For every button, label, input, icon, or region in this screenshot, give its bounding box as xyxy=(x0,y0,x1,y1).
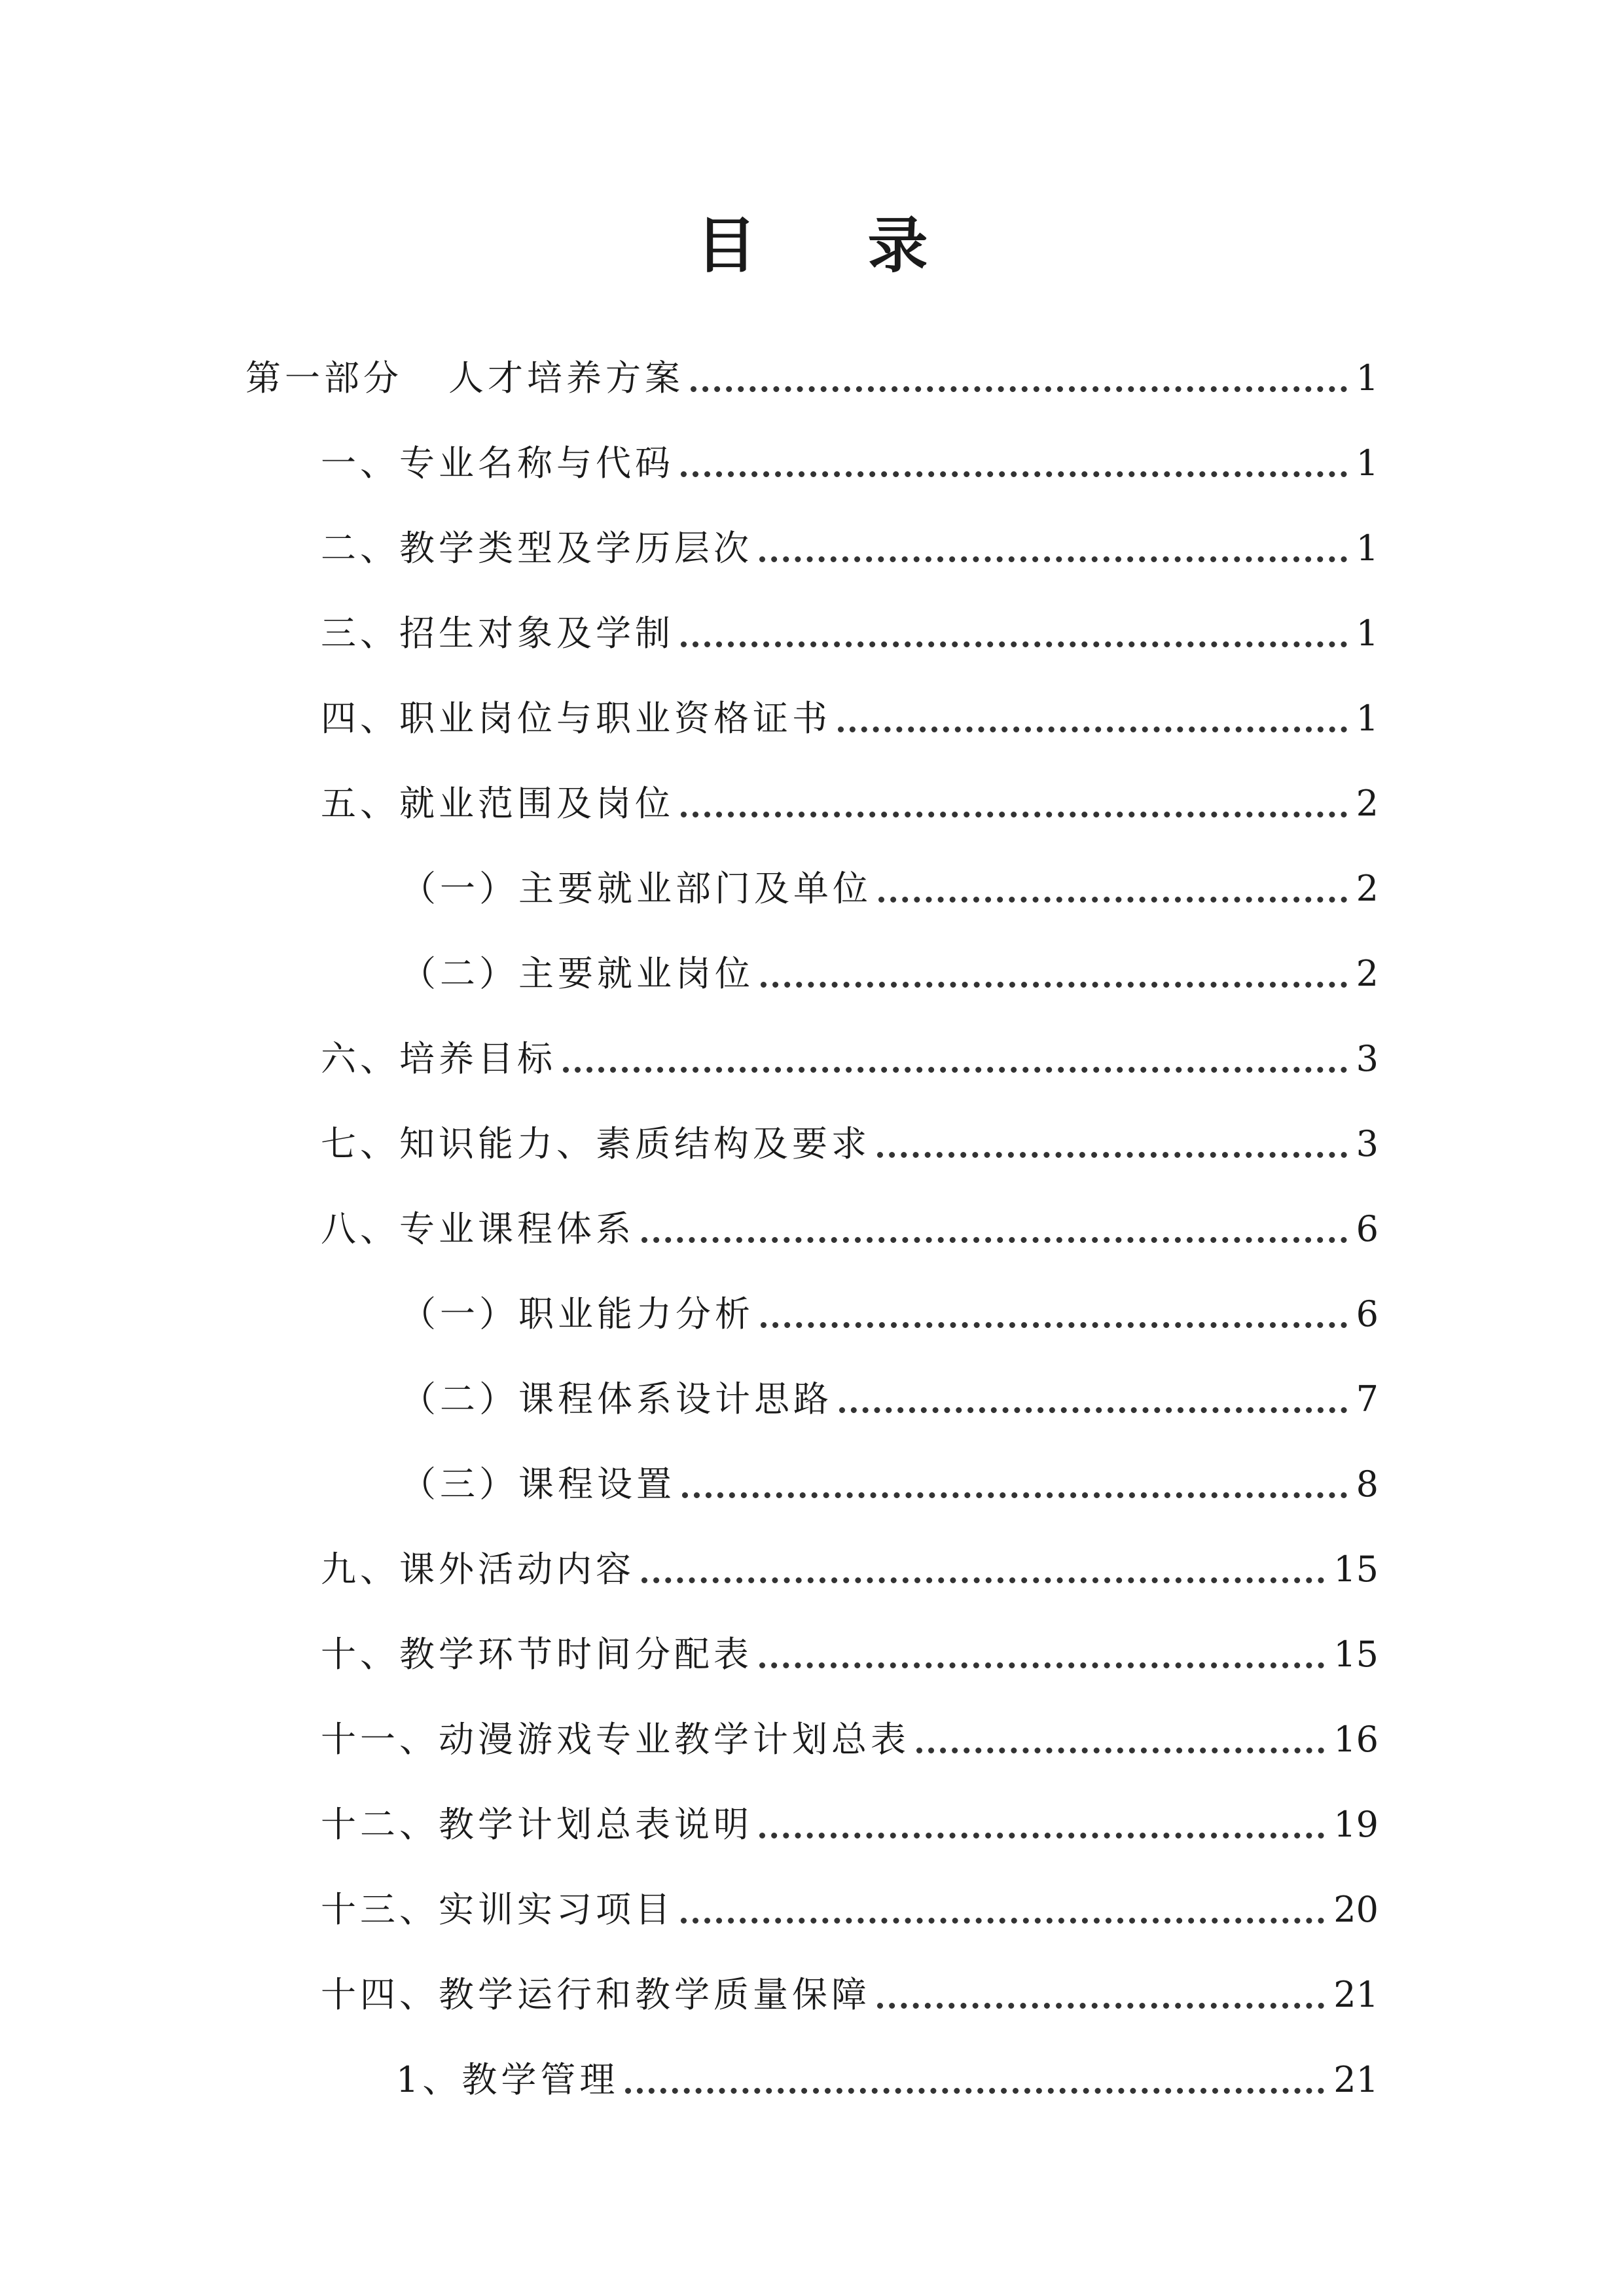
dot-leader xyxy=(681,641,1347,647)
toc-entry-label: 十二、教学计划总表说明 xyxy=(321,1804,753,1845)
toc-page-number: 21 xyxy=(1333,1974,1379,2015)
dot-leader xyxy=(641,1237,1347,1243)
dot-leader xyxy=(839,1407,1347,1413)
toc-page-number: 8 xyxy=(1356,1463,1379,1505)
toc-entry-label: （一）主要就业部门及单位 xyxy=(401,868,872,909)
toc-entry-label: 三、招生对象及学制 xyxy=(321,613,674,654)
toc-page-number: 1 xyxy=(1356,442,1379,484)
toc-entry[interactable] xyxy=(401,1450,1379,1505)
toc-page-number: 20 xyxy=(1333,1889,1379,1930)
toc-page-number: 1 xyxy=(1356,698,1379,739)
toc-entry-label: 十、教学环节时间分配表 xyxy=(321,1634,753,1675)
toc-entry[interactable] xyxy=(321,1620,1379,1675)
toc-page-number: 7 xyxy=(1356,1378,1379,1420)
toc-entry[interactable] xyxy=(321,514,1379,569)
toc-page-number: 6 xyxy=(1356,1208,1379,1249)
toc-page-number: 2 xyxy=(1356,953,1379,994)
dot-leader xyxy=(625,2088,1324,2094)
dot-leader xyxy=(681,1918,1324,1924)
dot-leader xyxy=(691,386,1347,392)
dot-leader xyxy=(761,1322,1347,1328)
toc-page-number: 21 xyxy=(1333,2059,1379,2100)
toc-entry[interactable] xyxy=(321,1790,1379,1845)
toc-page-number: 1 xyxy=(1356,357,1379,399)
toc-page-number: 19 xyxy=(1333,1804,1379,1845)
toc-page-number: 15 xyxy=(1333,1634,1379,1675)
toc-page-number: 2 xyxy=(1356,868,1379,909)
toc-entry-label: 1、教学管理 xyxy=(396,2059,619,2100)
toc-entry[interactable] xyxy=(321,599,1379,654)
toc-entry-label: 十一、动漫游戏专业教学计划总表 xyxy=(321,1719,910,1760)
dot-leader xyxy=(877,1152,1347,1158)
dot-leader xyxy=(877,2003,1324,2009)
dot-leader xyxy=(761,982,1347,988)
toc-entry[interactable] xyxy=(321,684,1379,739)
toc-page-number: 1 xyxy=(1356,528,1379,569)
toc-entry-label: （一）职业能力分析 xyxy=(401,1293,754,1335)
dot-leader xyxy=(916,1748,1324,1753)
dot-leader xyxy=(878,897,1347,903)
dot-leader xyxy=(681,812,1347,817)
toc-entry-label: 二、教学类型及学历层次 xyxy=(321,528,753,569)
toc-entry[interactable] xyxy=(321,429,1379,484)
toc-entry-label: 人才培养方案 xyxy=(448,357,684,399)
dot-leader xyxy=(759,1662,1324,1668)
toc-entry-label: 七、知识能力、素质结构及要求 xyxy=(321,1123,871,1164)
toc-entry[interactable] xyxy=(321,769,1379,824)
toc-entry[interactable] xyxy=(401,939,1379,992)
toc-entry[interactable] xyxy=(321,1875,1379,1928)
toc-page-number: 15 xyxy=(1333,1549,1379,1590)
dot-leader xyxy=(838,726,1347,732)
toc-page-number: 16 xyxy=(1333,1719,1379,1760)
dot-leader xyxy=(682,1492,1347,1498)
page-title: 目录 xyxy=(696,211,1039,281)
toc-entry[interactable] xyxy=(401,1280,1379,1335)
dot-leader xyxy=(563,1067,1347,1073)
toc-entry[interactable] xyxy=(321,1194,1379,1247)
toc-entry-label: 十四、教学运行和教学质量保障 xyxy=(321,1974,871,2015)
toc-page-number: 3 xyxy=(1356,1123,1379,1164)
toc-entry[interactable] xyxy=(321,1024,1379,1077)
toc-entry[interactable] xyxy=(396,2045,1379,2098)
toc-entry-label: 八、专业课程体系 xyxy=(321,1208,635,1249)
dot-leader xyxy=(759,556,1347,562)
toc-entry[interactable] xyxy=(321,1705,1379,1760)
toc-page-number: 1 xyxy=(1356,613,1379,654)
toc-entry-label: 四、职业岗位与职业资格证书 xyxy=(321,698,831,739)
toc-entry-part-one[interactable] xyxy=(245,344,1379,399)
toc-entry-label: （二）课程体系设计思路 xyxy=(401,1378,833,1420)
toc-page-number: 3 xyxy=(1356,1038,1379,1079)
toc-entry-label: 六、培养目标 xyxy=(321,1038,556,1079)
dot-leader xyxy=(681,471,1347,477)
toc-entry[interactable] xyxy=(401,1365,1379,1420)
toc-page-number: 2 xyxy=(1356,783,1379,824)
toc-entry[interactable] xyxy=(321,1960,1379,2013)
dot-leader xyxy=(641,1577,1324,1583)
toc-entry-label: 五、就业范围及岗位 xyxy=(321,783,674,824)
toc-entry[interactable] xyxy=(321,1109,1379,1162)
toc-entry-label: （三）课程设置 xyxy=(401,1463,676,1505)
toc-entry-label: 九、课外活动内容 xyxy=(321,1549,635,1590)
toc-entry[interactable] xyxy=(401,854,1379,909)
toc-entry[interactable] xyxy=(321,1535,1379,1590)
dot-leader xyxy=(759,1833,1324,1839)
toc-page-number: 6 xyxy=(1356,1293,1379,1335)
toc-entry-label: 十三、实训实习项目 xyxy=(321,1889,674,1930)
toc-entry-label: 一、专业名称与代码 xyxy=(321,442,674,484)
toc-part-label: 第一部分 xyxy=(245,357,403,399)
toc-entry-label: （二）主要就业岗位 xyxy=(401,953,754,994)
